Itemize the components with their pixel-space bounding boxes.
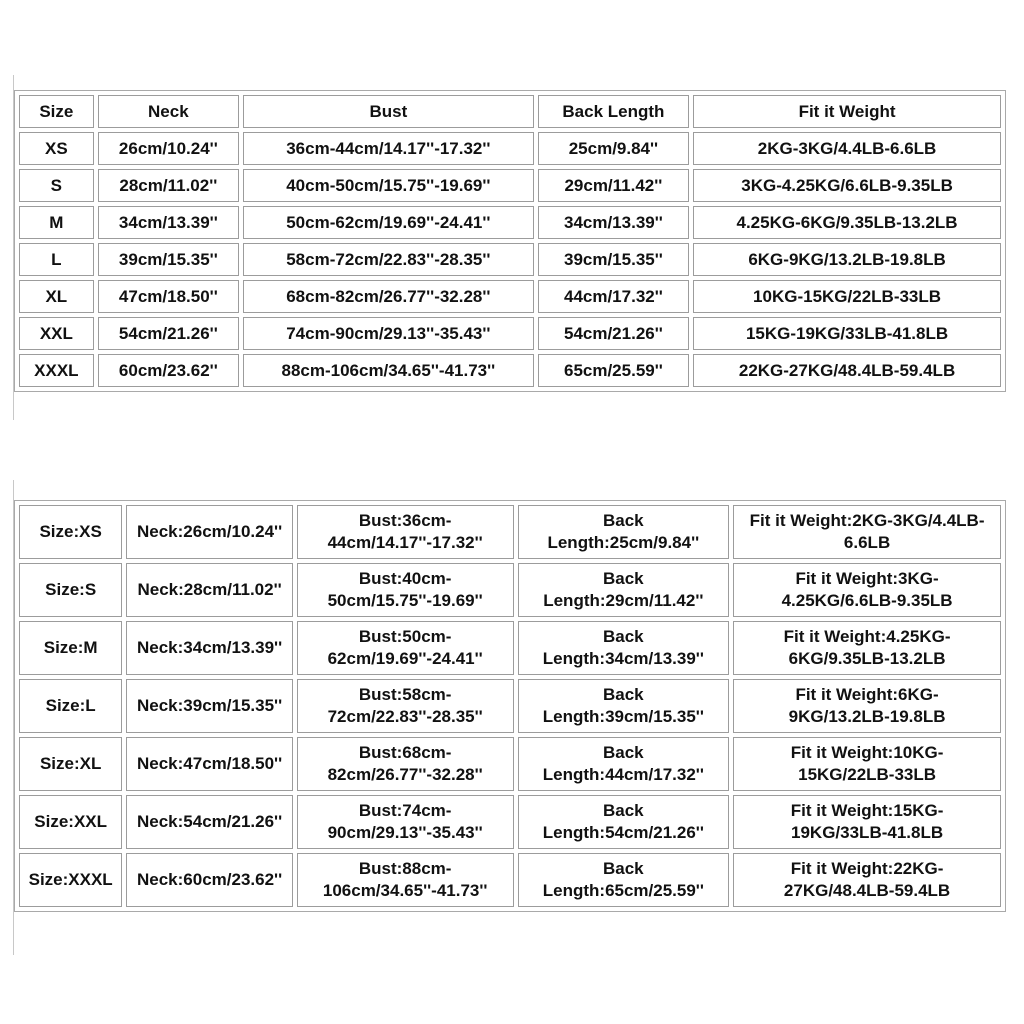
cell-fit-weight: 3KG-4.25KG/6.6LB-9.35LB: [693, 169, 1001, 202]
cell-line: Size:XXL: [34, 812, 108, 831]
cell-size: XXXL: [19, 354, 94, 387]
cell-line: 6.6LB: [843, 533, 891, 552]
cell-line: Bust:88cm-: [358, 859, 452, 878]
cell-bust: [297, 505, 514, 559]
cell-fit-weight: 15KG-19KG/33LB-41.8LB: [693, 317, 1001, 350]
cell-bust: 88cm-106cm/34.65''-41.73'': [243, 354, 534, 387]
cell-line: Size:XXXL: [28, 870, 113, 889]
cell-back-length: 29cm/11.42'': [538, 169, 689, 202]
cell-back-length: 39cm/15.35'': [538, 243, 689, 276]
cell-size: [19, 621, 122, 675]
cell-back-length: 65cm/25.59'': [538, 354, 689, 387]
cell-line: Bust:36cm-: [358, 511, 452, 530]
table-row: [19, 505, 1001, 559]
cell-line: Back: [603, 511, 644, 530]
cell-size: [19, 795, 122, 849]
cell-bust: 58cm-72cm/22.83''-28.35'': [243, 243, 534, 276]
cell-size: [19, 563, 122, 617]
cell-line: 9KG/13.2LB-19.8LB: [788, 707, 946, 726]
header-fit-weight: Fit it Weight: [693, 95, 1001, 128]
size-chart-table-top: [14, 90, 1006, 392]
cell-bust: 36cm-44cm/14.17''-17.32'': [243, 132, 534, 165]
cell-line: 44cm/14.17''-17.32'': [327, 533, 483, 552]
cell-fit-weight: [733, 795, 1001, 849]
cell-back-length: [518, 563, 730, 617]
table-row: [19, 679, 1001, 733]
cell-line: Back: [603, 569, 644, 588]
cell-line: Fit it Weight:3KG-: [795, 569, 939, 588]
cell-fit-weight: 10KG-15KG/22LB-33LB: [693, 280, 1001, 313]
cell-bust: 50cm-62cm/19.69''-24.41'': [243, 206, 534, 239]
cell-line: Length:29cm/11.42'': [543, 591, 704, 610]
cell-neck: 47cm/18.50'': [98, 280, 239, 313]
size-chart-bottom-body: [19, 505, 1001, 907]
cell-line: Neck:54cm/21.26'': [137, 812, 283, 831]
cell-neck: [126, 679, 293, 733]
cell-line: Length:44cm/17.32'': [542, 765, 704, 784]
cell-line: Neck:39cm/15.35'': [137, 696, 283, 715]
cell-line: Back: [603, 743, 644, 762]
cell-back-length: 54cm/21.26'': [538, 317, 689, 350]
cell-bust: 74cm-90cm/29.13''-35.43'': [243, 317, 534, 350]
cell-line: Length:34cm/13.39'': [542, 649, 704, 668]
cell-neck: 26cm/10.24'': [98, 132, 239, 165]
cell-neck: [126, 563, 293, 617]
cell-back-length: [518, 737, 730, 791]
cell-back-length: 44cm/17.32'': [538, 280, 689, 313]
cell-line: 19KG/33LB-41.8LB: [791, 823, 944, 842]
cell-fit-weight: [733, 737, 1001, 791]
cell-line: Fit it Weight:2KG-3KG/4.4LB-: [749, 511, 985, 530]
cell-line: Back: [603, 627, 644, 646]
cell-back-length: 25cm/9.84'': [538, 132, 689, 165]
table-row: [19, 243, 1001, 276]
table-row: [19, 563, 1001, 617]
header-neck: Neck: [98, 95, 239, 128]
table-row: [19, 132, 1001, 165]
cell-line: Bust:50cm-: [358, 627, 452, 646]
cell-line: Neck:60cm/23.62'': [137, 870, 283, 889]
cell-fit-weight: [733, 853, 1001, 907]
cell-bust: [297, 795, 514, 849]
cell-neck: [126, 737, 293, 791]
cell-line: 90cm/29.13''-35.43'': [327, 823, 483, 842]
cell-bust: [297, 853, 514, 907]
cell-size: [19, 853, 122, 907]
cell-line: Back: [603, 859, 644, 878]
cell-line: Length:25cm/9.84'': [547, 533, 700, 552]
cell-line: Size:S: [45, 580, 97, 599]
cell-neck: 60cm/23.62'': [98, 354, 239, 387]
table-row: [19, 795, 1001, 849]
table-row: [19, 280, 1001, 313]
cell-line: Size:M: [43, 638, 98, 657]
cell-line: Neck:47cm/18.50'': [137, 754, 283, 773]
table-row: [19, 317, 1001, 350]
cell-back-length: [518, 621, 730, 675]
cell-line: Bust:68cm-: [358, 743, 452, 762]
cell-line: Length:65cm/25.59'': [542, 881, 704, 900]
cell-neck: 28cm/11.02'': [98, 169, 239, 202]
cell-line: 15KG/22LB-33LB: [798, 765, 937, 784]
header-size: Size: [19, 95, 94, 128]
cell-fit-weight: 4.25KG-6KG/9.35LB-13.2LB: [693, 206, 1001, 239]
cell-fit-weight: [733, 679, 1001, 733]
cell-line: Bust:74cm-: [358, 801, 452, 820]
cell-line: Neck:26cm/10.24'': [137, 522, 283, 541]
cell-size: XS: [19, 132, 94, 165]
table-row: [19, 853, 1001, 907]
cell-back-length: [518, 679, 730, 733]
table-row: [19, 354, 1001, 387]
cell-neck: [126, 505, 293, 559]
cell-bust: [297, 737, 514, 791]
cell-line: Size:XS: [39, 522, 102, 541]
size-chart-table-bottom: [14, 500, 1006, 912]
table-row: [19, 169, 1001, 202]
cell-line: Neck:34cm/13.39'': [137, 638, 283, 657]
table-row: [19, 206, 1001, 239]
cell-back-length: [518, 505, 730, 559]
cell-line: Fit it Weight:10KG-: [790, 743, 944, 762]
cell-line: 82cm/26.77''-32.28'': [327, 765, 483, 784]
table-row: [19, 621, 1001, 675]
cell-line: Length:39cm/15.35'': [542, 707, 704, 726]
cell-fit-weight: 22KG-27KG/48.4LB-59.4LB: [693, 354, 1001, 387]
cell-line: Size:XL: [39, 754, 102, 773]
cell-size: [19, 737, 122, 791]
cell-fit-weight: 6KG-9KG/13.2LB-19.8LB: [693, 243, 1001, 276]
cell-line: Fit it Weight:22KG-: [790, 859, 944, 878]
cell-size: S: [19, 169, 94, 202]
cell-line: Bust:58cm-: [358, 685, 452, 704]
cell-line: Size:L: [45, 696, 96, 715]
size-chart-top-body: [19, 95, 1001, 387]
cell-line: Fit it Weight:15KG-: [790, 801, 944, 820]
cell-line: Fit it Weight:4.25KG-: [783, 627, 951, 646]
cell-bust: [297, 621, 514, 675]
cell-line: 62cm/19.69''-24.41'': [327, 649, 483, 668]
cell-fit-weight: [733, 563, 1001, 617]
header-back-length: Back Length: [538, 95, 689, 128]
cell-bust: [297, 563, 514, 617]
cell-bust: 40cm-50cm/15.75''-19.69'': [243, 169, 534, 202]
cell-line: 4.25KG/6.6LB-9.35LB: [781, 591, 953, 610]
cell-line: 50cm/15.75''-19.69'': [327, 591, 483, 610]
cell-neck: [126, 621, 293, 675]
cell-size: [19, 505, 122, 559]
cell-neck: 54cm/21.26'': [98, 317, 239, 350]
cell-line: 72cm/22.83''-28.35'': [327, 707, 483, 726]
cell-back-length: [518, 853, 730, 907]
cell-bust: [297, 679, 514, 733]
cell-line: Neck:28cm/11.02'': [137, 580, 282, 599]
header-row: [19, 95, 1001, 128]
cell-fit-weight: [733, 505, 1001, 559]
header-bust: Bust: [243, 95, 534, 128]
cell-line: 27KG/48.4LB-59.4LB: [783, 881, 951, 900]
cell-size: L: [19, 243, 94, 276]
cell-neck: [126, 853, 293, 907]
cell-size: M: [19, 206, 94, 239]
cell-back-length: [518, 795, 730, 849]
cell-line: Fit it Weight:6KG-: [795, 685, 939, 704]
cell-line: Length:54cm/21.26'': [542, 823, 704, 842]
cell-back-length: 34cm/13.39'': [538, 206, 689, 239]
cell-neck: 39cm/15.35'': [98, 243, 239, 276]
cell-line: 6KG/9.35LB-13.2LB: [788, 649, 946, 668]
cell-size: XXL: [19, 317, 94, 350]
cell-line: 106cm/34.65''-41.73'': [322, 881, 488, 900]
cell-fit-weight: [733, 621, 1001, 675]
cell-bust: 68cm-82cm/26.77''-32.28'': [243, 280, 534, 313]
cell-line: Back: [603, 685, 644, 704]
table-row: [19, 737, 1001, 791]
cell-fit-weight: 2KG-3KG/4.4LB-6.6LB: [693, 132, 1001, 165]
cell-neck: [126, 795, 293, 849]
cell-size: XL: [19, 280, 94, 313]
cell-neck: 34cm/13.39'': [98, 206, 239, 239]
cell-line: Back: [603, 801, 644, 820]
cell-line: Bust:40cm-: [358, 569, 452, 588]
cell-size: [19, 679, 122, 733]
